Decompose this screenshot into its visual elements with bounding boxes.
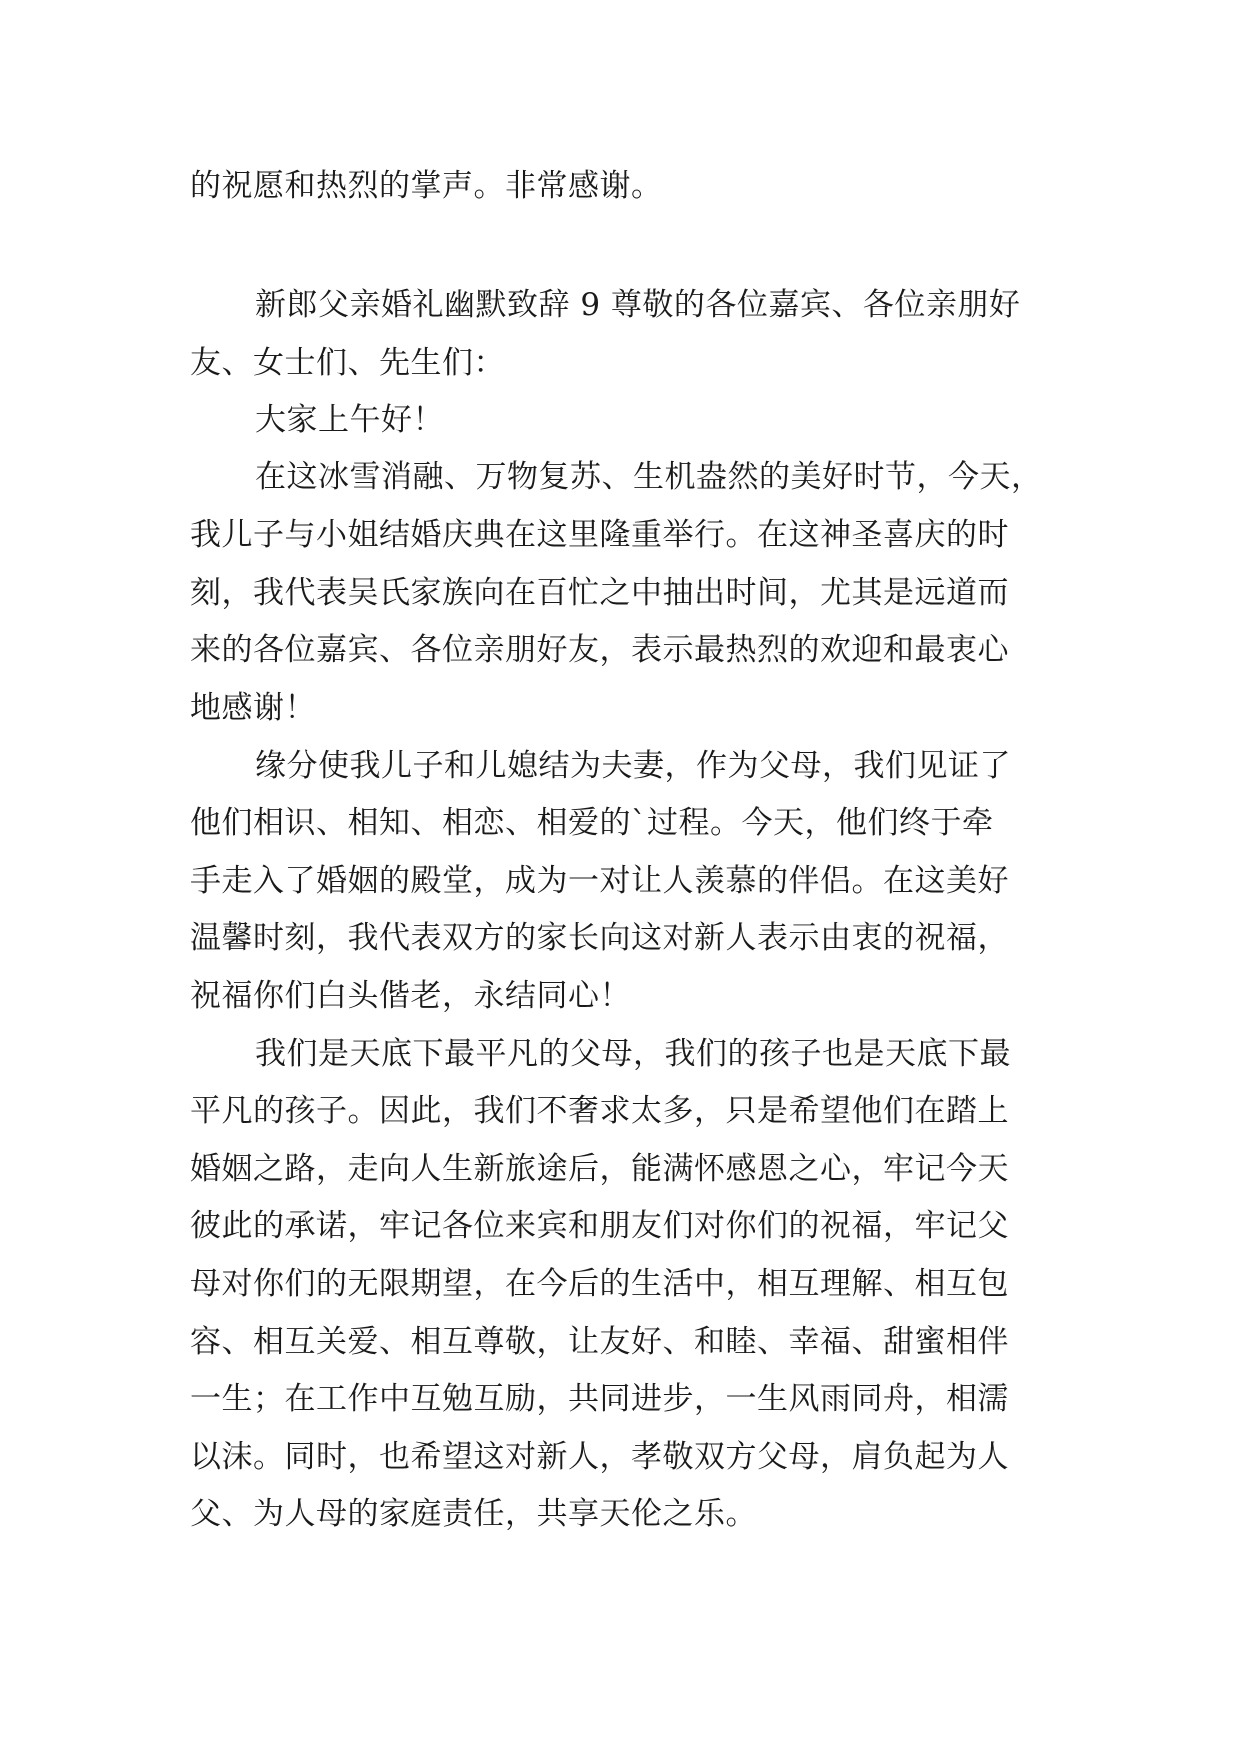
- text-line: 一生；在工作中互勉互励，共同进步，一生风雨同舟，相濡: [190, 1381, 1009, 1417]
- text-line: 来的各位嘉宾、各位亲朋好友，表示最热烈的欢迎和最衷心: [190, 632, 1009, 668]
- text-line: 手走入了婚姻的殿堂，成为一对让人羡慕的伴侣。在这美好: [190, 863, 1009, 899]
- text-line: 平凡的孩子。因此，我们不奢求太多，只是希望他们在踏上: [190, 1093, 1009, 1129]
- text-line: 友、女士们、先生们：: [190, 345, 505, 381]
- text-line: 婚姻之路，走向人生新旅途后，能满怀感恩之心，牢记今天: [190, 1151, 1009, 1187]
- text-line: 父、为人母的家庭责任，共享天伦之乐。: [190, 1496, 757, 1532]
- text-line: 的祝愿和热烈的掌声。非常感谢。: [190, 168, 663, 204]
- text-line: 母对你们的无限期望，在今后的生活中，相互理解、相互包: [190, 1266, 1009, 1302]
- text-line: 彼此的承诺，牢记各位来宾和朋友们对你们的祝福，牢记父: [190, 1208, 1009, 1244]
- text-line: 以沫。同时，也希望这对新人，孝敬双方父母，肩负起为人: [190, 1439, 1009, 1475]
- text-line: 祝福你们白头偕老，永结同心！: [190, 978, 631, 1014]
- text-line: 缘分使我儿子和儿媳结为夫妻，作为父母，我们见证了: [255, 748, 1011, 784]
- text-line: 大家上午好！: [255, 402, 444, 438]
- text-line: 地感谢！: [190, 690, 316, 726]
- text-line: 刻，我代表吴氏家族向在百忙之中抽出时间，尤其是远道而: [190, 575, 1009, 611]
- text-line: 我们是天底下最平凡的父母，我们的孩子也是天底下最: [255, 1036, 1011, 1072]
- text-line: 我儿子与小姐结婚庆典在这里隆重举行。在这神圣喜庆的时: [190, 517, 1009, 553]
- text-line: 他们相识、相知、相恋、相爱的`过程。今天，他们终于牵: [190, 805, 994, 841]
- text-line: 容、相互关爱、相互尊敬，让友好、和睦、幸福、甜蜜相伴: [190, 1324, 1009, 1360]
- text-line: 温馨时刻，我代表双方的家长向这对新人表示由衷的祝福，: [190, 920, 1009, 956]
- text-line: 新郎父亲婚礼幽默致辞 9 尊敬的各位嘉宾、各位亲朋好: [255, 287, 1021, 323]
- text-line: 在这冰雪消融、万物复苏、生机盎然的美好时节，今天，: [255, 459, 1043, 495]
